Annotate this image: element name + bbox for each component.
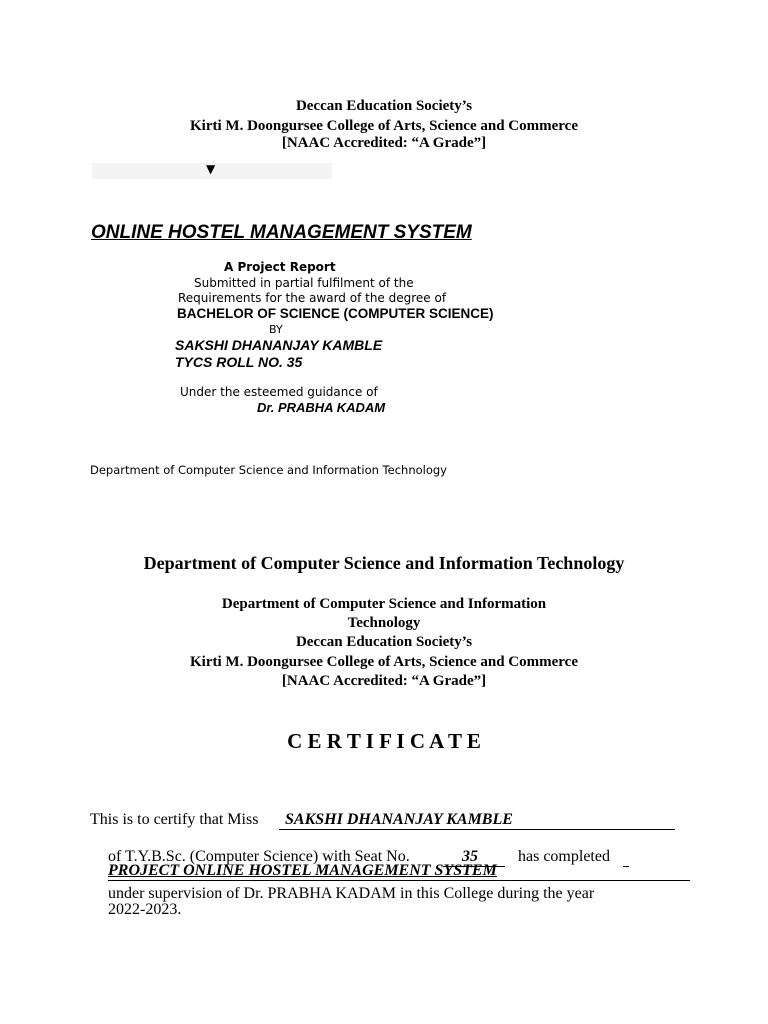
degree-name: BACHELOR OF SCIENCE (COMPUTER SCIENCE) <box>177 306 494 321</box>
chevron-down-icon[interactable]: ▼ <box>206 162 216 176</box>
submitted-text: Submitted in partial fulfilment of the <box>194 276 414 290</box>
completed-underline <box>623 866 629 867</box>
project-name: PROJECT ONLINE HOSTEL MANAGEMENT SYSTEM <box>108 862 497 879</box>
certificate-title: C E R T I F I C A T E <box>287 729 481 753</box>
student-name-underline <box>279 829 675 830</box>
certify-prefix: This is to certify that Miss <box>90 811 259 828</box>
completed-text: has completed <box>518 848 610 865</box>
student-name: SAKSHI DHANANJAY KAMBLE <box>175 337 383 353</box>
guidance-text: Under the esteemed guidance of <box>180 385 378 399</box>
roll-number: TYCS ROLL NO. 35 <box>175 354 303 370</box>
cert-student-name: SAKSHI DHANANJAY KAMBLE <box>285 811 513 828</box>
report-label: A Project Report <box>224 260 336 274</box>
cert-dept-line2: Technology <box>347 615 421 631</box>
college-name: Kirti M. Doongursee College of Arts, Science and Commerce <box>190 118 578 134</box>
by-label: BY <box>269 323 283 336</box>
project-underline <box>108 880 690 881</box>
cert-society-name: Deccan Education Society’s <box>295 634 473 650</box>
cert-college-name: Kirti M. Doongursee College of Arts, Science and Commerce <box>190 654 578 670</box>
requirements-text: Requirements for the award of the degree of <box>178 291 447 305</box>
guide-name: Dr. PRABHA KADAM <box>257 400 386 415</box>
seat-number: 35 <box>462 848 478 865</box>
academic-year: 2022-2023. <box>108 901 182 918</box>
class-prefix: of T.Y.B.Sc. (Computer Science) with Seat No. <box>108 848 410 865</box>
society-name: Deccan Education Society’s <box>295 98 473 114</box>
project-title: ONLINE HOSTEL MANAGEMENT SYSTEM <box>91 222 472 243</box>
naac-accreditation: [NAAC Accredited: “A Grade”] <box>281 135 487 151</box>
supervision-text: under supervision of Dr. PRABHA KADAM in this College during the year <box>108 885 595 902</box>
cert-naac-accreditation: [NAAC Accredited: “A Grade”] <box>281 673 487 689</box>
department-heading: Department of Computer Science and Information Technology <box>143 553 625 573</box>
department-small: Department of Computer Science and Information Technology <box>90 463 447 477</box>
cert-dept-line1: Department of Computer Science and Information <box>221 596 547 612</box>
